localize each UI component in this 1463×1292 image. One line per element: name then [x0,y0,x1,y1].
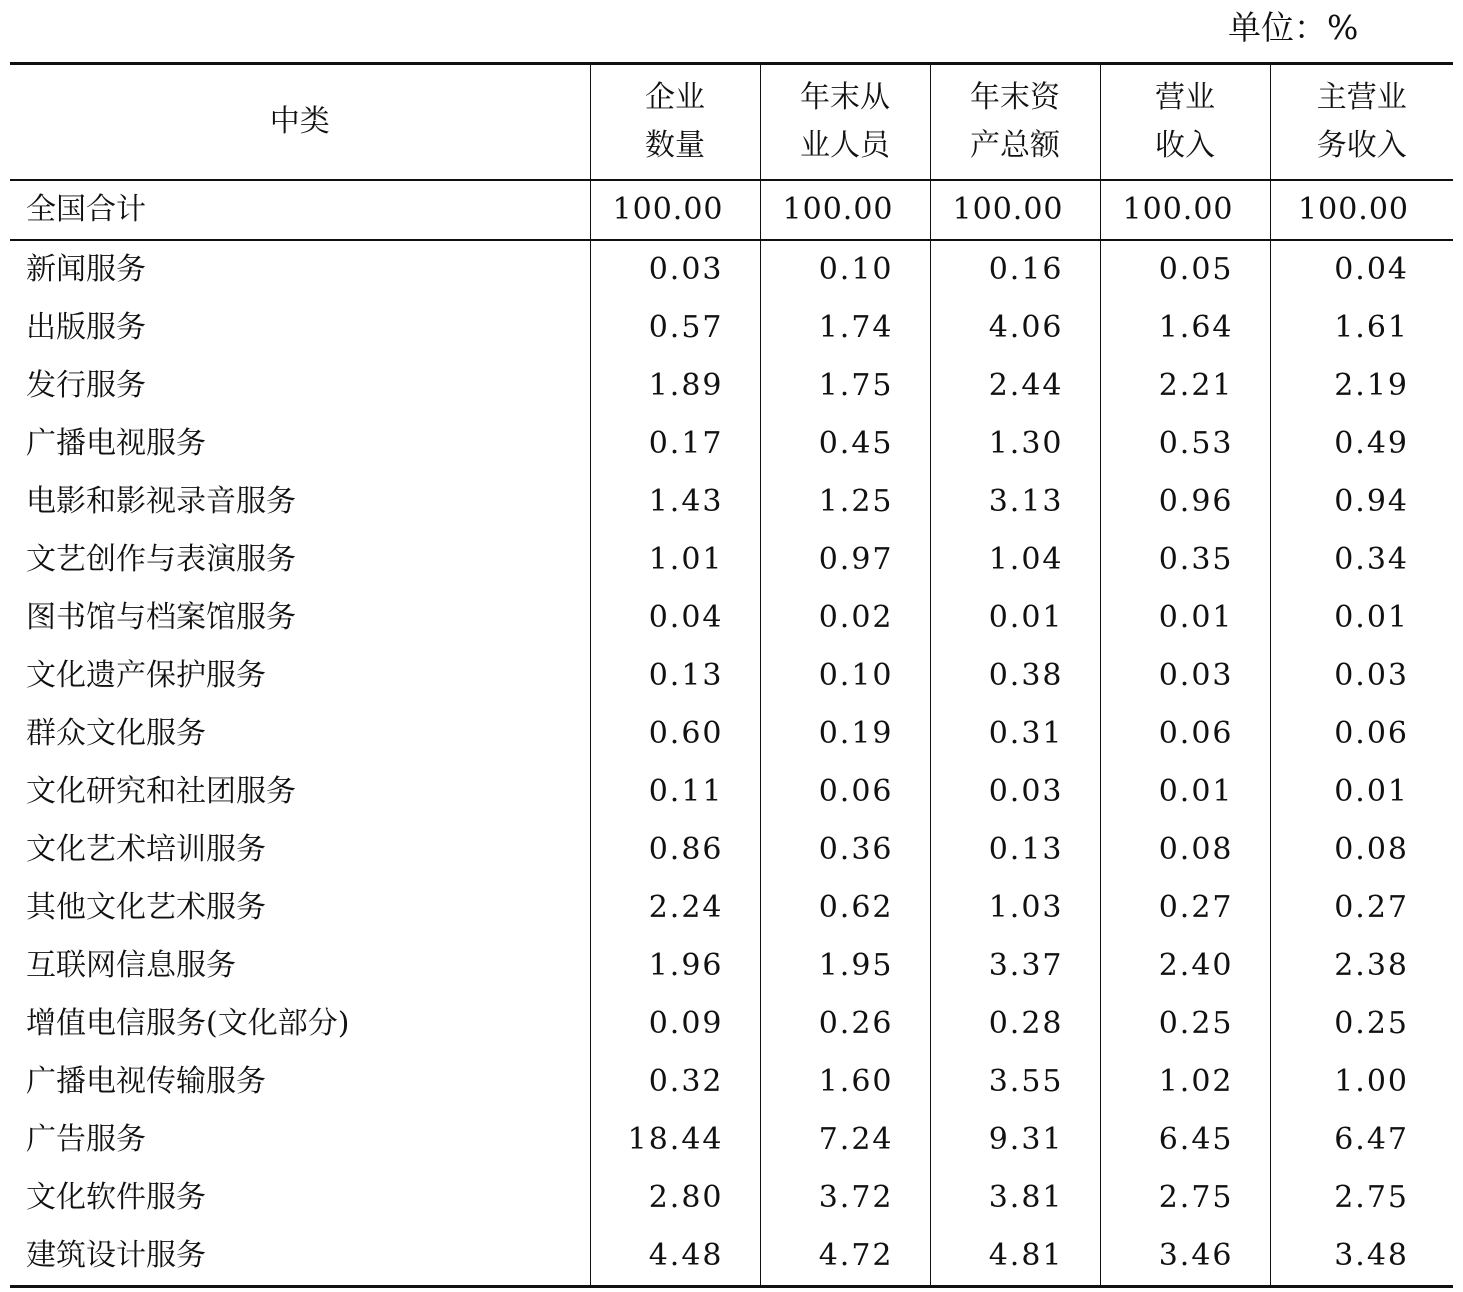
cell-value: 2.24 [590,879,760,937]
cell-value: 0.13 [930,821,1100,879]
cell-value: 1.89 [590,357,760,415]
cell-value: 0.16 [930,240,1100,299]
row-name: 建筑设计服务 [10,1227,590,1287]
cell-value: 7.24 [760,1111,930,1169]
cell-value: 0.38 [930,647,1100,705]
cell-value: 0.02 [760,589,930,647]
table-row-total [10,180,1453,240]
cell-value: 4.48 [590,1227,760,1287]
cell-value: 3.37 [930,937,1100,995]
cell-value: 0.25 [1100,995,1270,1053]
cell-value: 0.01 [1270,589,1453,647]
cell-value: 4.72 [760,1227,930,1287]
cell-value: 2.75 [1270,1169,1453,1227]
statistics-table [10,62,1453,1288]
table-row [10,299,1453,357]
table-row [10,589,1453,647]
cell-value: 0.03 [930,763,1100,821]
cell-value: 0.09 [590,995,760,1053]
cell-value: 3.81 [930,1169,1100,1227]
table-row [10,473,1453,531]
cell-value: 0.35 [1100,531,1270,589]
cell-value: 1.04 [930,531,1100,589]
row-name: 广播电视传输服务 [26,1063,266,1099]
cell-value: 1.64 [1100,299,1270,357]
cell-value: 0.01 [1100,763,1270,821]
cell-value: 0.08 [1270,821,1453,879]
cell-value: 100.00 [590,180,760,240]
cell-value: 0.10 [760,240,930,299]
cell-value: 0.06 [1270,705,1453,763]
cell-value: 0.08 [1100,821,1270,879]
row-name: 发行服务 [26,367,146,403]
table-row [10,705,1453,763]
cell-value: 0.04 [1270,240,1453,299]
cell-value: 0.53 [1100,415,1270,473]
cell-value: 0.19 [760,705,930,763]
cell-value: 2.38 [1270,937,1453,995]
cell-value: 1.01 [590,531,760,589]
header-category: 中类 [10,64,590,180]
cell-value: 0.17 [590,415,760,473]
cell-value: 100.00 [760,180,930,240]
row-name: 文艺创作与表演服务 [26,541,296,577]
cell-value: 1.74 [760,299,930,357]
row-name: 广告服务 [26,1121,146,1157]
cell-value: 0.03 [1270,647,1453,705]
cell-value: 6.47 [1270,1111,1453,1169]
header-operating-revenue: 营业 收入 [1100,64,1270,180]
header-enterprise-count: 企业 数量 [590,64,760,180]
cell-value: 0.34 [1270,531,1453,589]
row-name: 电影和影视录音服务 [26,483,296,519]
cell-value: 4.81 [930,1227,1100,1287]
cell-value: 2.75 [1100,1169,1270,1227]
cell-value: 0.05 [1100,240,1270,299]
cell-value: 1.00 [1270,1053,1453,1111]
cell-value: 2.44 [930,357,1100,415]
table-body [10,180,1453,1287]
row-name: 增值电信服务(文化部分) [26,1005,350,1041]
cell-value: 1.25 [760,473,930,531]
cell-value: 2.40 [1100,937,1270,995]
row-name: 新闻服务 [26,251,146,287]
cell-value: 18.44 [590,1111,760,1169]
row-name: 文化研究和社团服务 [26,773,296,809]
cell-value: 0.01 [1100,589,1270,647]
cell-value: 0.13 [590,647,760,705]
cell-value: 1.61 [1270,299,1453,357]
cell-value: 1.30 [930,415,1100,473]
cell-value: 0.36 [760,821,930,879]
row-name: 群众文化服务 [26,715,206,751]
row-name: 互联网信息服务 [26,947,236,983]
cell-value: 1.43 [590,473,760,531]
cell-value: 0.86 [590,821,760,879]
table-row [10,1169,1453,1227]
cell-value: 0.28 [930,995,1100,1053]
cell-value: 0.11 [590,763,760,821]
cell-value: 3.55 [930,1053,1100,1111]
cell-value: 0.31 [930,705,1100,763]
cell-value: 0.94 [1270,473,1453,531]
cell-value: 0.01 [930,589,1100,647]
header-main-business-revenue: 主营业 务收入 [1270,64,1453,180]
header-row [10,64,1453,180]
cell-value: 0.04 [590,589,760,647]
cell-value: 100.00 [930,180,1100,240]
table-row [10,879,1453,937]
cell-value: 100.00 [1100,180,1270,240]
cell-value: 3.46 [1100,1227,1270,1287]
header-year-end-employees: 年末从 业人员 [760,64,930,180]
row-name: 全国合计 [10,180,590,240]
cell-value: 0.57 [590,299,760,357]
table-row [10,1227,1453,1287]
table-row [10,1111,1453,1169]
cell-value: 6.45 [1100,1111,1270,1169]
table-row [10,1053,1453,1111]
cell-value: 1.02 [1100,1053,1270,1111]
cell-value: 0.01 [1270,763,1453,821]
cell-value: 0.97 [760,531,930,589]
table-row [10,937,1453,995]
cell-value: 0.62 [760,879,930,937]
cell-value: 0.03 [590,240,760,299]
table-row [10,531,1453,589]
cell-value: 100.00 [1270,180,1453,240]
cell-value: 0.06 [760,763,930,821]
table-row [10,357,1453,415]
row-name: 出版服务 [26,309,146,345]
row-name: 文化艺术培训服务 [26,831,266,867]
cell-value: 0.96 [1100,473,1270,531]
cell-value: 2.19 [1270,357,1453,415]
cell-value: 3.13 [930,473,1100,531]
row-name: 其他文化艺术服务 [26,889,266,925]
cell-value: 1.75 [760,357,930,415]
cell-value: 4.06 [930,299,1100,357]
cell-value: 1.96 [590,937,760,995]
row-name: 广播电视服务 [26,425,206,461]
cell-value: 0.27 [1270,879,1453,937]
cell-value: 3.72 [760,1169,930,1227]
table-row [10,415,1453,473]
cell-value: 0.32 [590,1053,760,1111]
cell-value: 1.95 [760,937,930,995]
cell-value: 1.60 [760,1053,930,1111]
table-row [10,995,1453,1053]
table-row [10,240,1453,299]
cell-value: 1.03 [930,879,1100,937]
table-row [10,821,1453,879]
cell-value: 0.26 [760,995,930,1053]
cell-value: 0.25 [1270,995,1453,1053]
table-row [10,763,1453,821]
cell-value: 3.48 [1270,1227,1453,1287]
cell-value: 0.45 [760,415,930,473]
cell-value: 9.31 [930,1111,1100,1169]
cell-value: 0.03 [1100,647,1270,705]
cell-value: 0.10 [760,647,930,705]
table-row [10,647,1453,705]
row-name: 图书馆与档案馆服务 [26,599,296,635]
unit-label: 单位：% [1228,8,1359,47]
cell-value: 2.21 [1100,357,1270,415]
row-name: 文化软件服务 [26,1179,206,1215]
cell-value: 0.27 [1100,879,1270,937]
table-header [10,64,1453,180]
cell-value: 2.80 [590,1169,760,1227]
header-year-end-assets: 年末资 产总额 [930,64,1100,180]
cell-value: 0.49 [1270,415,1453,473]
cell-value: 0.60 [590,705,760,763]
row-name: 文化遗产保护服务 [26,657,266,693]
cell-value: 0.06 [1100,705,1270,763]
